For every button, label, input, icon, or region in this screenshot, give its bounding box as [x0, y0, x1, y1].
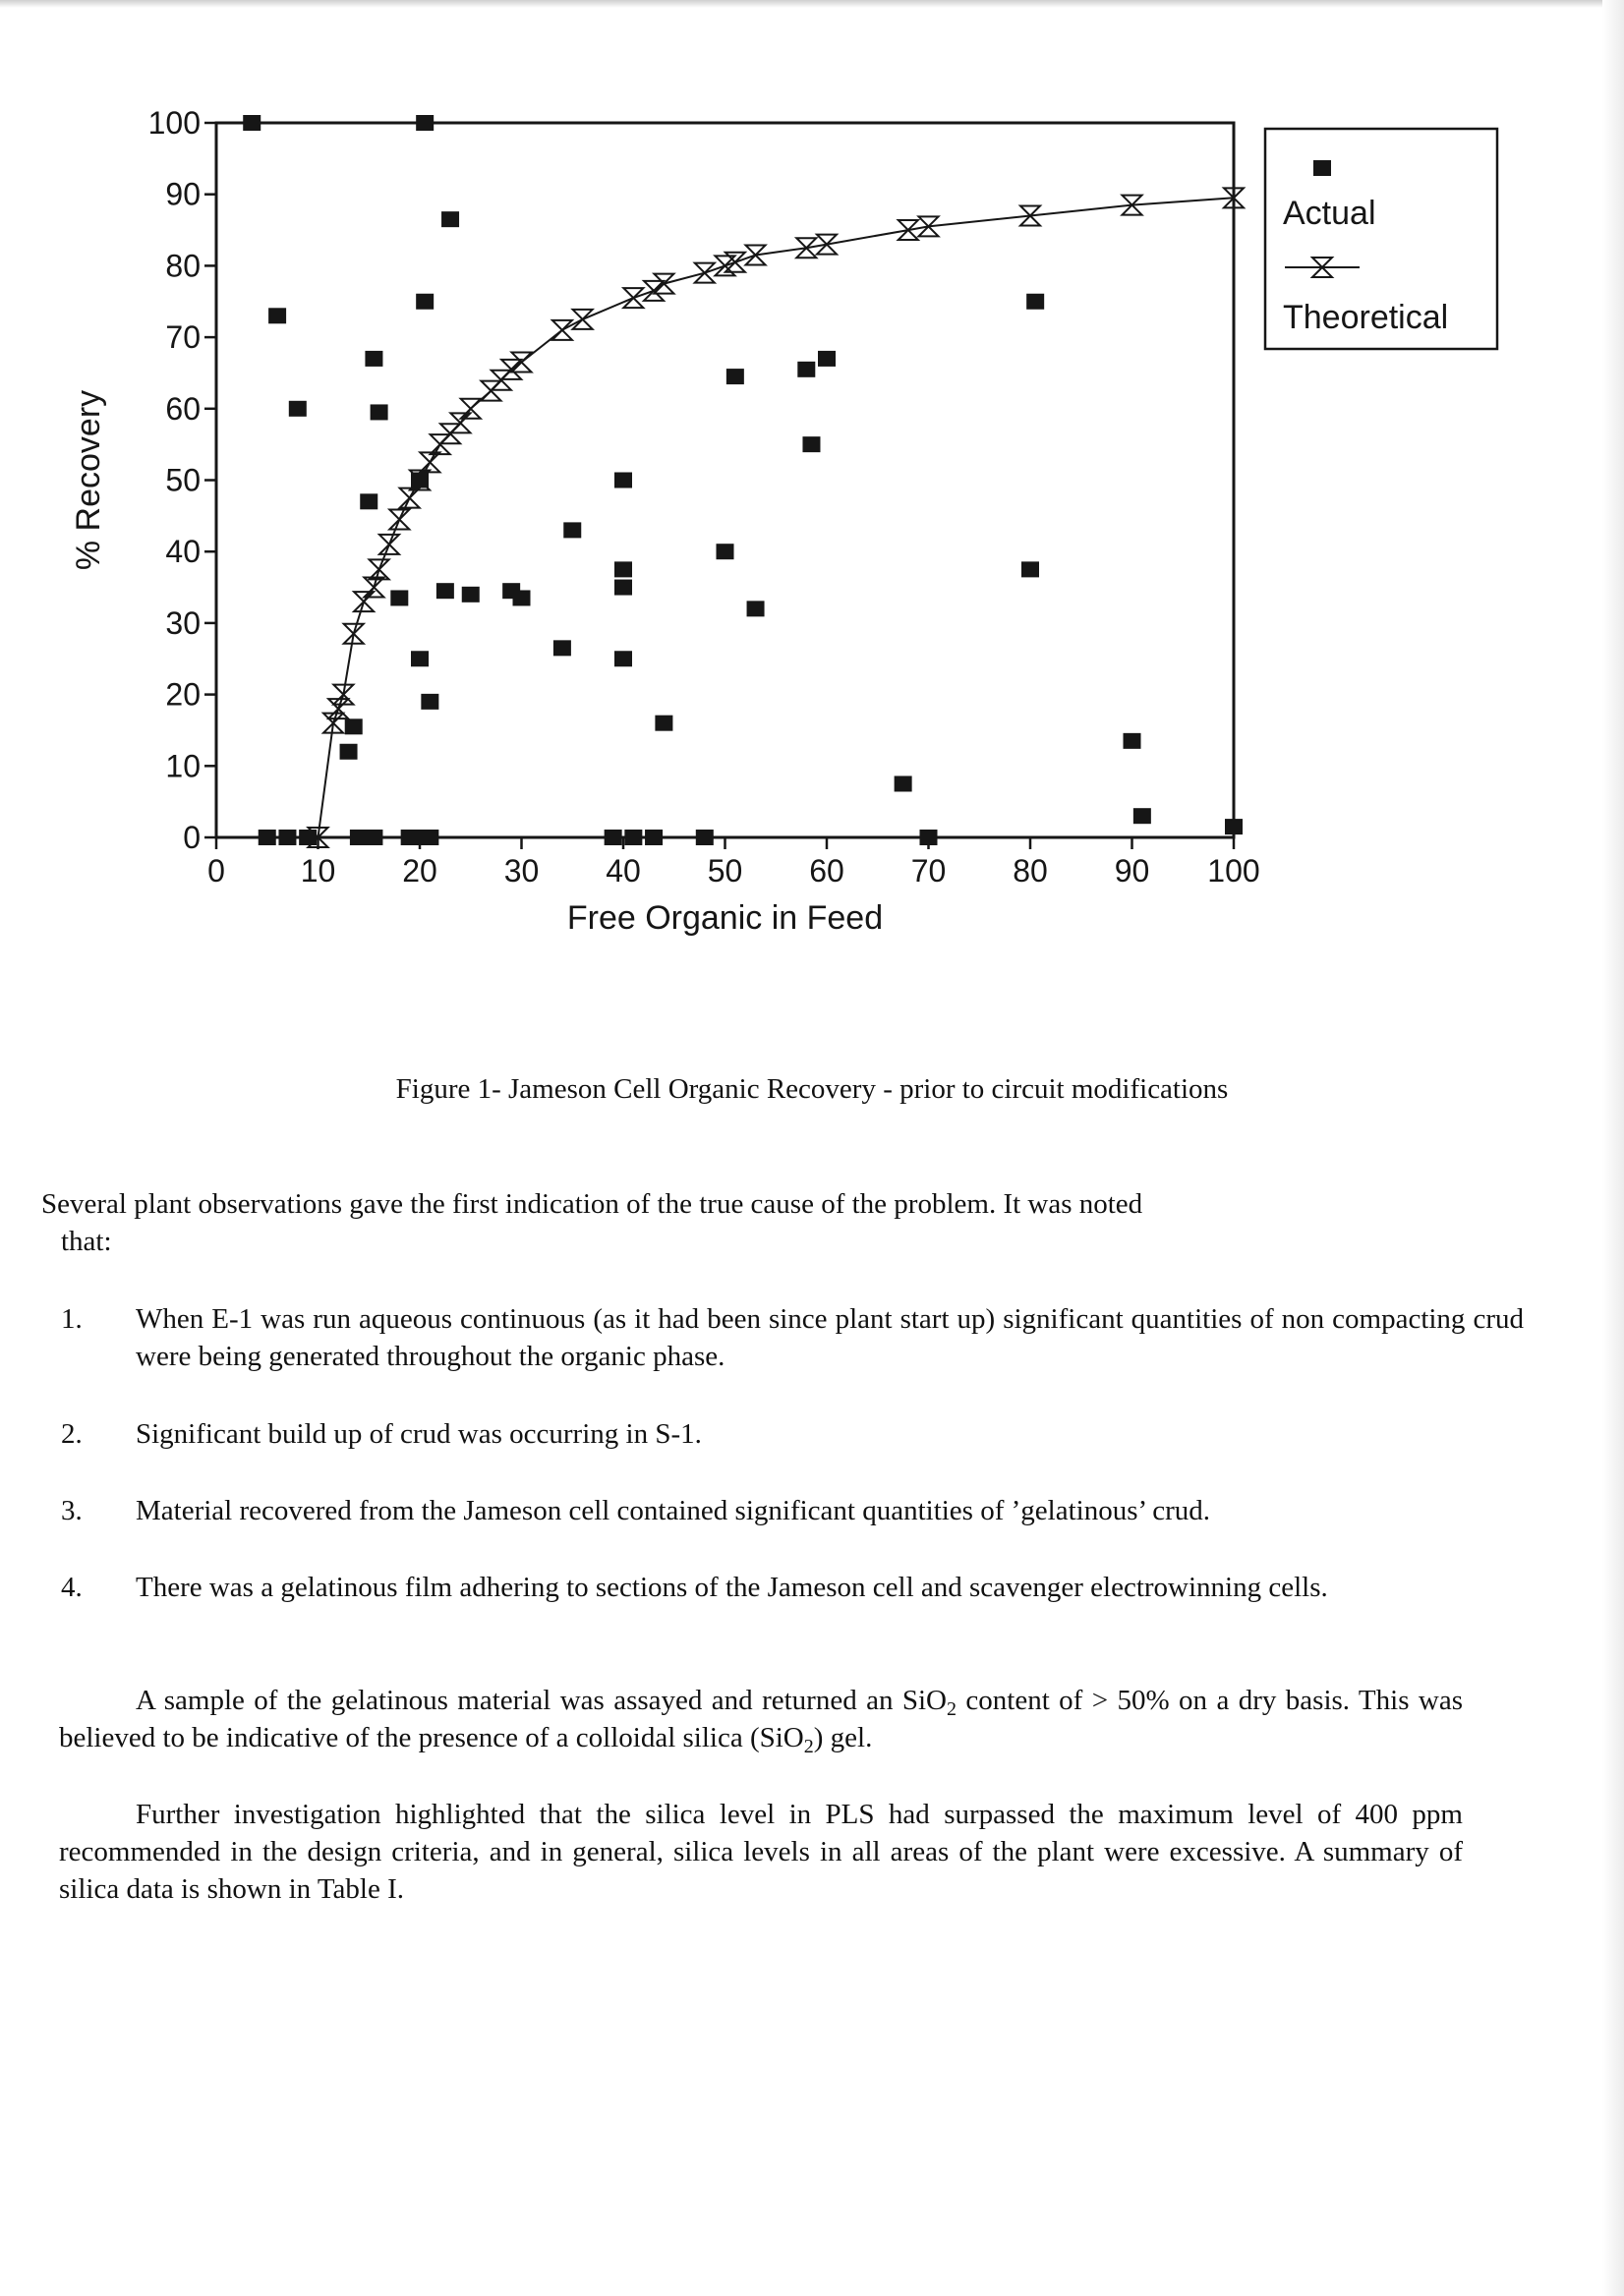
x-tick-label: 40: [606, 853, 641, 889]
x-tick-label: 10: [300, 853, 336, 889]
theoretical-point: [379, 535, 399, 554]
actual-point: [436, 583, 454, 599]
theoretical-point: [817, 235, 837, 255]
actual-points-layer: [243, 115, 1243, 845]
theoretical-point: [333, 685, 353, 705]
subscript-2: 2: [803, 1736, 814, 1757]
x-tick-label: 20: [402, 853, 437, 889]
actual-point: [441, 211, 459, 227]
y-tick-label: 20: [165, 676, 201, 713]
x-tick-label: 30: [503, 853, 540, 889]
subscript-2: 2: [947, 1698, 957, 1720]
actual-point: [895, 775, 912, 791]
further-paragraph: Further investigation highlighted that the silica level in PLS had surpassed the maximum level of 400 ppm recommended in the design criteria, and in general, silica levels in all areas of the plant were excessive. A summary of silica data is shown in Table I.: [59, 1799, 1463, 1905]
actual-point: [365, 830, 382, 845]
y-tick-label: 30: [165, 604, 201, 641]
actual-point: [605, 830, 622, 845]
intro-line-2: that:: [61, 1226, 112, 1257]
x-tick-label: 80: [1013, 853, 1048, 889]
actual-point: [513, 590, 531, 605]
theoretical-point: [328, 699, 348, 718]
x-tick-label: 60: [809, 853, 844, 889]
y-tick-label: 0: [183, 820, 201, 855]
actual-point: [1021, 561, 1039, 577]
actual-point: [416, 294, 434, 310]
actual-point: [299, 830, 317, 845]
actual-point: [340, 744, 358, 760]
theoretical-point: [344, 624, 364, 644]
y-axis-label: % Recovery: [70, 389, 107, 571]
actual-point: [289, 401, 307, 417]
list-item-number: 4.: [61, 1572, 83, 1603]
x-tick-label: 100: [1207, 853, 1260, 889]
actual-point: [920, 830, 938, 845]
actual-point: [1133, 808, 1151, 824]
legend-actual-label: Actual: [1283, 195, 1376, 232]
theoretical-point: [623, 288, 643, 308]
theoretical-point: [573, 310, 593, 329]
actual-point: [421, 694, 438, 710]
x-tick-label: 0: [207, 853, 225, 889]
actual-point: [401, 830, 419, 845]
actual-point: [747, 601, 765, 616]
y-tick-label: 70: [165, 319, 201, 356]
y-tick-label: 60: [165, 390, 201, 427]
theoretical-point: [654, 274, 673, 294]
legend-actual-marker: [1313, 160, 1331, 176]
actual-point: [365, 351, 382, 367]
theoretical-point: [695, 263, 715, 283]
sample-paragraph: [59, 1682, 1463, 1756]
list-item-text: Material recovered from the Jameson cell contained significant quantities of ’gelatinous’ crud.: [136, 1495, 1211, 1526]
actual-point: [416, 115, 434, 131]
actual-point: [614, 561, 632, 577]
actual-point: [655, 716, 672, 731]
actual-point: [726, 369, 744, 384]
list-item-number: 3.: [61, 1495, 83, 1526]
actual-point: [259, 830, 276, 845]
actual-point: [553, 640, 571, 656]
actual-point: [645, 830, 663, 845]
actual-point: [563, 522, 581, 538]
theoretical-point: [899, 220, 918, 240]
legend-theoretical-label: Theoretical: [1283, 299, 1449, 336]
actual-point: [717, 544, 734, 559]
sample-text-2: content of > 50% on a dry basis. This was believed to be indicative of the presence of a colloidal silica (SiO: [59, 1685, 1463, 1753]
plot-frame: [216, 123, 1234, 837]
y-tick-label: 100: [147, 105, 201, 141]
y-tick-label: 80: [165, 248, 201, 284]
actual-point: [614, 651, 632, 666]
actual-point: [1026, 294, 1044, 310]
actual-point: [390, 590, 408, 605]
theoretical-point: [389, 509, 409, 529]
x-tick-label: 90: [1114, 853, 1150, 889]
intro-paragraph: [41, 1185, 1477, 1260]
actual-point: [802, 436, 820, 452]
y-tick-label: 50: [165, 462, 201, 498]
list-item-number: 1.: [61, 1303, 83, 1335]
actual-point: [614, 473, 632, 488]
actual-point: [797, 362, 815, 377]
actual-point: [345, 718, 363, 734]
theoretical-point: [370, 559, 389, 579]
actual-point: [360, 493, 377, 509]
list-item-text: When E-1 was run aqueous continuous (as it had been since plant start up) significant quantities of non compacting crud were being generated throughout the organic phase.: [136, 1303, 1524, 1372]
y-tick-label: 40: [165, 534, 201, 570]
theoretical-point: [420, 452, 439, 472]
theoretical-point: [552, 320, 572, 340]
actual-point: [278, 830, 296, 845]
actual-point: [268, 308, 286, 323]
chart-legend: [1265, 129, 1497, 349]
x-axis-label: Free Organic in Feed: [566, 899, 884, 937]
list-item-number: 2.: [61, 1418, 83, 1450]
theoretical-point: [364, 578, 383, 598]
theoretical-curve-line: [319, 198, 1235, 837]
list-item-text: Significant build up of crud was occurring in S-1.: [136, 1418, 702, 1450]
theoretical-point: [644, 281, 664, 301]
actual-point: [624, 830, 642, 845]
figure-caption: Figure 1- Jameson Cell Organic Recovery - prior to circuit modifications: [395, 1073, 1229, 1105]
actual-point: [421, 830, 438, 845]
actual-point: [411, 651, 429, 666]
y-tick-label: 10: [165, 748, 201, 784]
theoretical-point: [512, 353, 532, 373]
actual-point: [411, 473, 429, 488]
actual-point: [350, 830, 368, 845]
theoretical-point: [461, 399, 481, 419]
actual-point: [371, 404, 388, 420]
list-item-text: There was a gelatinous film adhering to sections of the Jameson cell and scavenger electrowinning cells.: [136, 1572, 1328, 1603]
actual-point: [462, 587, 480, 603]
recovery-chart: [0, 0, 1624, 983]
x-tick-label: 70: [910, 853, 947, 889]
y-tick-label: 90: [165, 176, 201, 212]
theoretical-point: [354, 592, 374, 611]
actual-point: [614, 580, 632, 596]
chart-frame-layer: [216, 123, 1234, 837]
actual-point: [696, 830, 714, 845]
sample-text-1: A sample of the gelatinous material was assayed and returned an SiO: [136, 1685, 947, 1716]
actual-point: [1225, 819, 1243, 834]
theoretical-curve-layer: [309, 188, 1245, 847]
actual-point: [1124, 733, 1141, 749]
chart-ticks-layer: [148, 105, 1260, 889]
intro-line-1: Several plant observations gave the first indication of the true cause of the problem. It was noted: [41, 1188, 1143, 1220]
actual-point: [243, 115, 261, 131]
x-tick-label: 50: [707, 853, 743, 889]
theoretical-point: [400, 488, 420, 508]
actual-point: [818, 351, 836, 367]
sample-text-3: ) gel.: [813, 1722, 873, 1753]
